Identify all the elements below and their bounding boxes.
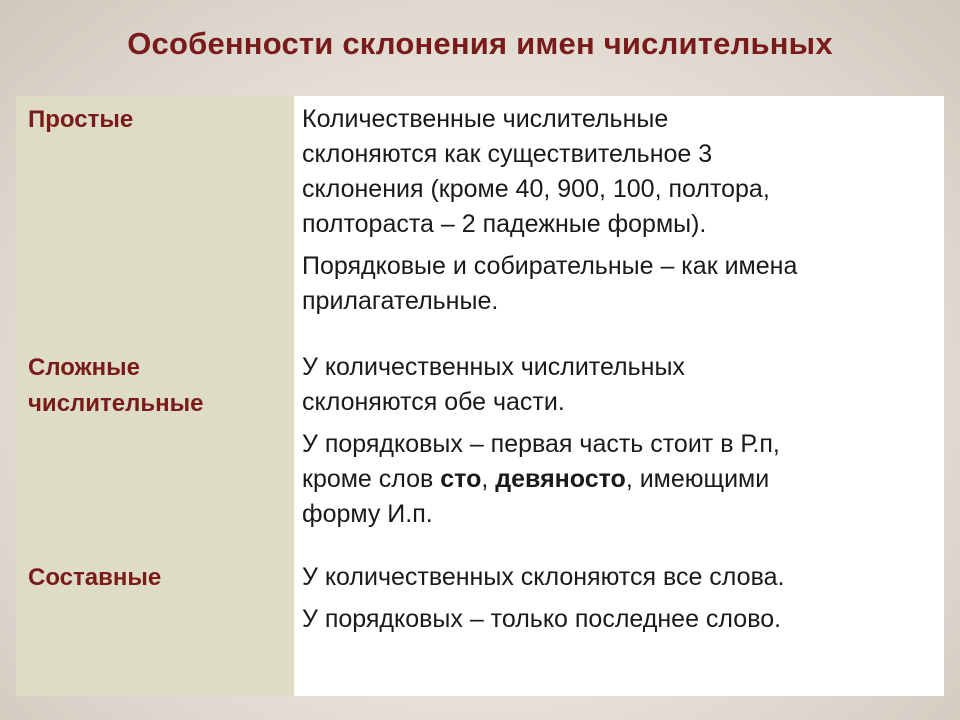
- text-fragment: , имеющими: [625, 465, 770, 493]
- category-simple: [28, 102, 133, 138]
- description-simple: [302, 102, 938, 319]
- paragraph-cardinal: [302, 560, 938, 595]
- text-line: У количественных числительных: [302, 353, 685, 381]
- text-line: склоняются как существительное 3: [302, 140, 713, 168]
- description-complex: [302, 350, 938, 532]
- category-label: Сложные: [28, 354, 140, 381]
- description-column: [294, 96, 944, 696]
- category-column: [16, 96, 294, 696]
- paragraph-ordinal: [302, 249, 938, 319]
- paragraph-cardinal: [302, 350, 938, 420]
- category-complex: [28, 350, 203, 422]
- bold-word-sto: сто: [440, 465, 482, 493]
- category-compound: [28, 560, 161, 596]
- page-title: Особенности склонения имен числительных: [127, 26, 833, 61]
- declension-table: [16, 96, 944, 696]
- text-line: форму И.п.: [302, 500, 433, 528]
- text-line: У количественных склоняются все слова.: [302, 563, 785, 591]
- text-line: У порядковых – первая часть стоит в Р.п,: [302, 430, 780, 458]
- text-line: полтораста – 2 падежные формы).: [302, 210, 707, 238]
- text-fragment: кроме слов: [302, 465, 441, 493]
- paragraph-ordinal: [302, 602, 938, 637]
- bold-word-devyanosto: девяносто: [495, 465, 626, 493]
- category-label: числительные: [28, 390, 204, 417]
- text-line: Количественные числительные: [302, 105, 669, 133]
- text-line: склонения (кроме 40, 900, 100, полтора,: [302, 175, 770, 203]
- text-line: Порядковые и собирательные – как имена: [302, 252, 798, 280]
- text-line: прилагательные.: [302, 287, 499, 315]
- paragraph-ordinal: [302, 427, 938, 532]
- category-label: Простые: [28, 106, 134, 133]
- text-line: [302, 462, 938, 497]
- text-fragment: ,: [481, 465, 496, 493]
- text-line: склоняются обе части.: [302, 388, 565, 416]
- paragraph-cardinal: [302, 102, 938, 242]
- category-label: Составные: [28, 564, 162, 591]
- text-line: У порядковых – только последнее слово.: [302, 605, 782, 633]
- description-compound: [302, 560, 938, 637]
